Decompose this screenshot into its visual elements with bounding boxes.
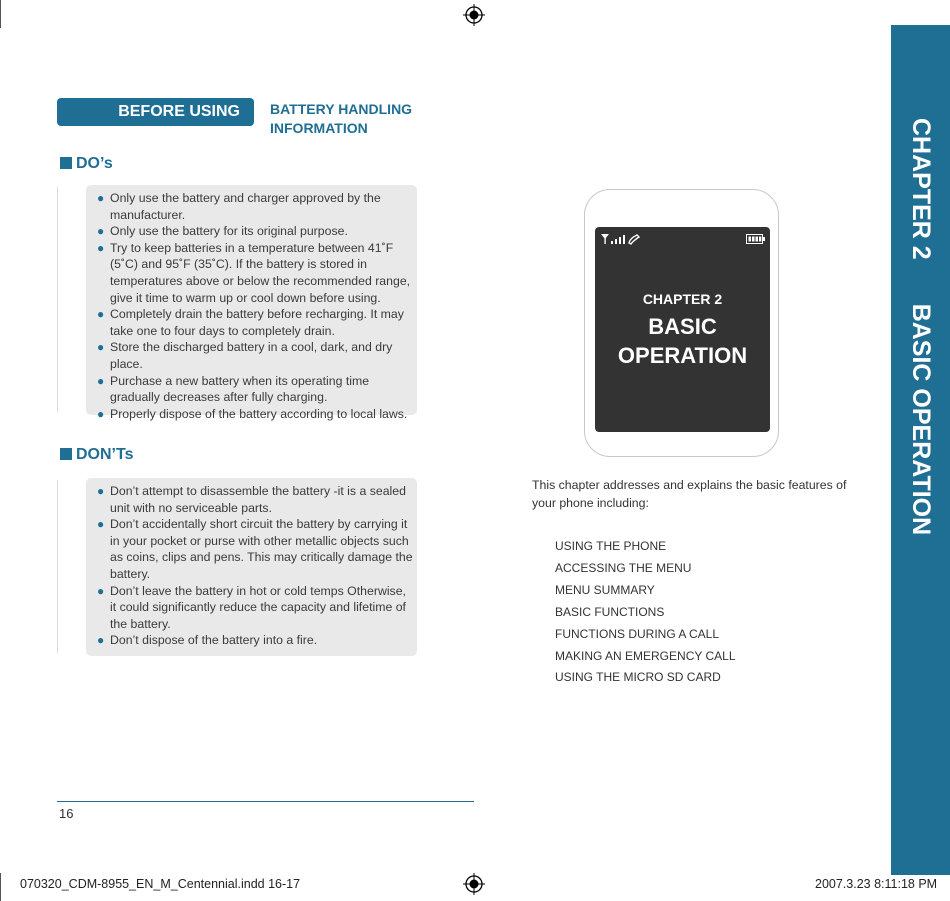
list-item: ● Completely drain the battery before recharging. It may take one to four days to completely drain. (97, 307, 404, 338)
signal-bars-icon (600, 233, 642, 245)
dos-list (96, 190, 413, 422)
square-bullet-icon (60, 448, 72, 460)
list-item: ● Store the discharged battery in a cool, dark, and dry place. (97, 340, 393, 371)
chapter-contents-list (555, 536, 736, 689)
donts-list (96, 483, 413, 649)
list-item: MAKING AN EMERGENCY CALL (555, 648, 736, 663)
battery-icon (746, 234, 765, 244)
list-item: ACCESSING THE MENU (555, 560, 692, 575)
sidebar-label (906, 118, 935, 535)
crop-mark (0, 0, 1, 28)
bullet-icon: ● (97, 224, 105, 239)
print-file-info: 070320_CDM-8955_EN_M_Centennial.indd 16-17 (20, 877, 301, 891)
phone-screen (595, 227, 770, 432)
screen-title-line2: OPERATION (617, 343, 748, 368)
crop-mark (0, 873, 1, 901)
bullet-icon: ● (97, 340, 105, 355)
bullet-icon: ● (97, 373, 105, 388)
before-using-tab: BEFORE USING (57, 98, 254, 126)
bullet-icon: ● (97, 484, 105, 498)
section-title (270, 100, 412, 138)
donts-box (86, 478, 417, 656)
bullet-icon: ● (97, 633, 105, 648)
screen-title-line1: BASIC (648, 314, 717, 339)
list-item: FUNCTIONS DURING A CALL (555, 626, 720, 641)
page-rule (57, 801, 474, 802)
dos-heading (60, 155, 113, 173)
list-item: ● Don’t attempt to disassemble the battery -it is a sealed unit with no serviceable parts. (97, 484, 406, 515)
list-item: ● Properly dispose of the battery according to local laws. (97, 406, 408, 421)
chapter-intro: This chapter addresses and explains the basic features of your phone including: (532, 478, 847, 510)
list-item: ● Don’t accidentally short circuit the battery by carrying it in your pocket or purse with other metallic objects such as coins, clips and pens. This may critically damage the battery. (97, 517, 413, 581)
list-item: BASIC FUNCTIONS (555, 604, 665, 619)
bullet-icon: ● (97, 406, 105, 421)
list-item: ● Don’t dispose of the battery into a fire. (97, 633, 318, 648)
list-item: ● Only use the battery for its original purpose. (97, 224, 348, 239)
registration-mark-icon (463, 4, 485, 26)
print-timestamp: 2007.3.23 8:11:18 PM (815, 877, 938, 891)
registration-mark-icon (463, 873, 485, 895)
list-item: USING THE PHONE (555, 539, 667, 553)
sidebar-chapter: CHAPTER 2 (907, 118, 935, 260)
section-title-line2: INFORMATION (270, 120, 368, 136)
donts-heading-text: DON’Ts (76, 446, 134, 463)
dos-box (86, 185, 417, 421)
list-item: ● Try to keep batteries in a temperature between 41˚F (5˚C) and 95˚F (35˚C). If the battery is stored in temperatures above or below the recommended range, give it time to warm up or cool down before using. (97, 240, 411, 305)
list-item: MENU SUMMARY (555, 582, 655, 597)
square-bullet-icon (60, 157, 72, 169)
divider (57, 480, 58, 653)
section-title-line1: BATTERY HANDLING (270, 101, 413, 117)
bullet-icon: ● (97, 583, 105, 598)
bullet-icon: ● (97, 191, 105, 205)
list-item: ● Don’t leave the battery in hot or cold temps Otherwise, it could significantly reduce the capacity and lifetime of the battery. (97, 583, 406, 631)
sidebar-title: BASIC OPERATION (907, 303, 935, 536)
page-number: 16 (59, 806, 74, 821)
screen-chapter-label: CHAPTER 2 (642, 291, 723, 307)
list-item: USING THE MICRO SD CARD (555, 670, 721, 685)
dos-heading-text: DO’s (76, 155, 113, 172)
bullet-icon: ● (97, 240, 105, 255)
list-item: ● Only use the battery and charger approved by the manufacturer. (97, 191, 381, 222)
divider (57, 187, 58, 412)
bullet-icon: ● (97, 517, 105, 532)
bullet-icon: ● (97, 307, 105, 322)
list-item: ● Purchase a new battery when its operating time gradually decreases after fully charging. (97, 373, 370, 405)
donts-heading (60, 446, 133, 464)
